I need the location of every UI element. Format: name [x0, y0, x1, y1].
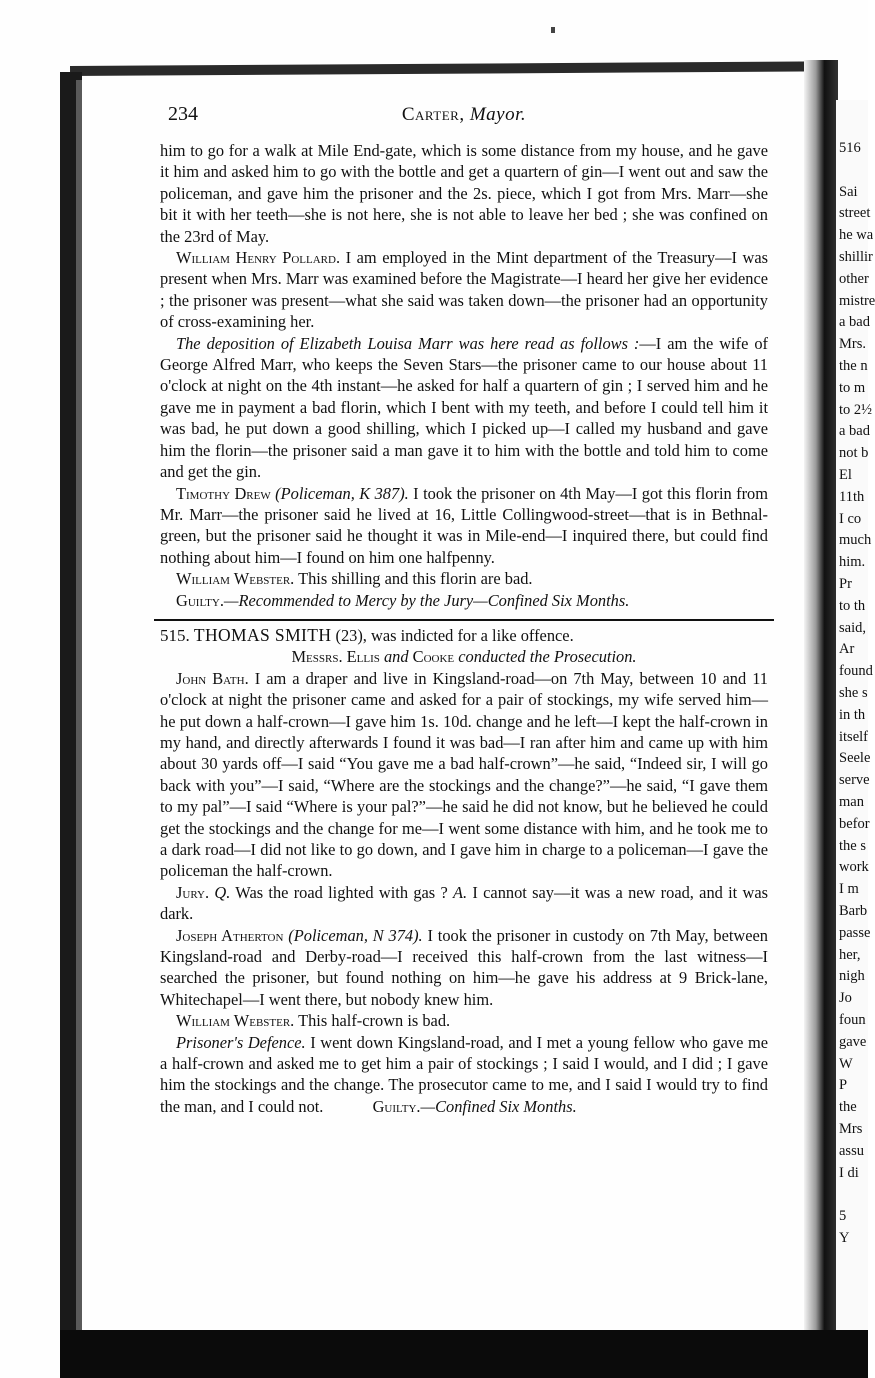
verdict: [160, 590, 768, 611]
adjacent-page-line: I co: [839, 510, 862, 527]
counsel-name: Cooke: [412, 647, 455, 667]
testimony-text: I took the prisoner in custody on 7th May, between Kingsland-road and Derby-road—I received this half-crown from the last witness—I searched the prisoner, but found nothing on him—he gave his address at 9 Brick-lane, Whitechapel—I went there, but nobody knew him.: [160, 925, 768, 1009]
adjacent-page-line: street: [839, 205, 871, 222]
deposition-text: —I am the wife of George Alfred Marr, who keeps the Seven Stars—the prisoner came to our house about 11 o'clock at night on the 4th instant—he asked for half a quartern of gin ; I served him and he gave me in payment a bad florin, which I bent with my teeth, and before I could tell him it was bad, he put down a good shilling, which I picked up—I called my husband and gave him the florin—the prisoner said a man gave it to him with the bottle and told him to come and get the gin.: [160, 333, 768, 482]
testimony-text: This half-crown is bad.: [294, 1011, 451, 1031]
case-divider: [154, 619, 774, 621]
adjacent-page-line: itself: [839, 728, 868, 745]
adjacent-page-line: serve: [839, 772, 870, 789]
adjacent-page-line: I di: [839, 1164, 859, 1181]
witness-name: John Bath.: [176, 668, 249, 688]
adjacent-page-line: Jo: [839, 990, 852, 1007]
testimony-text: I am employed in the Mint department of the Treasury—I was present when Mrs. Marr was examined before the Magistrate—I heard her give her evidence ; the prisoner was present—what she said was taken down—the prisoner had an opportunity of cross-examining her.: [160, 248, 768, 332]
adjacent-page-line: W: [839, 1055, 853, 1072]
testimony-text: I took the prisoner on 4th May—I got this florin from Mr. Marr—the prisoner said he lived at 16, Little Collingwood-street—that is in Bethnal-green, but the prisoner said he thought it was in Mile-end—I inquired there, but could find nothing about him—I found on him one halfpenny.: [160, 483, 768, 567]
witness-name: William Webster.: [176, 1011, 295, 1031]
adjacent-page-line: passe: [839, 924, 871, 941]
adjacent-page-line: to th: [839, 597, 866, 614]
deposition-intro: The deposition of Elizabeth Louisa Marr was here read as follows :: [176, 333, 640, 353]
testimony-text: I am a draper and live in Kingsland-road—on 7th May, between 10 and 11 o'clock at night the prisoner came and asked for a pair of stockings, my wife served him—he put down a half-crown—I gave him 1s. 10d. change and he left—I kept the half-crown in my hand, and directly afterwards I found it was bad—I ran after him and came up with him about 30 yards off—I said “You gave me a bad half-crown”—he said, “Indeed sir, I will go back with you”—I said, “Where are the stockings and the change?”—he said, “I gave them to my pal”—I said “Where is your pal?”—he said he did not know, but he believed he could get the stockings and the change for me—I went some distance with him, and he took me to a dark road—I did not like to go down, and I gave him in charge to a policeman—I gave the policeman the half-crown.: [160, 668, 768, 881]
adjacent-page-line: Y: [839, 1230, 850, 1246]
prisoner-defence: [160, 1032, 768, 1118]
question-marker: Q.: [209, 882, 231, 902]
adjacent-page-line: the s: [839, 837, 866, 854]
adjacent-page-line: shillir: [839, 249, 873, 265]
running-head-name: Carter,: [401, 104, 465, 125]
adjacent-page-line: to 2½: [839, 401, 873, 418]
defence-label: Prisoner's Defence.: [176, 1032, 306, 1052]
deposition-marr: [160, 333, 768, 483]
witness-name: Joseph Atherton: [176, 925, 284, 945]
adjacent-page-line: said,: [839, 619, 866, 636]
adjacent-page-line: 11th: [839, 488, 865, 505]
page-header: [160, 100, 768, 140]
adjacent-page-line: Barb: [839, 903, 868, 919]
case-number: 515.: [160, 625, 190, 645]
adjacent-page-line: Ar: [839, 641, 855, 658]
counsel-line: [160, 646, 768, 667]
running-head: [160, 104, 768, 125]
witness-role: (Policeman, N 374).: [283, 925, 423, 945]
adjacent-page-line: him.: [839, 554, 866, 571]
testimony-webster-2: [160, 1010, 768, 1031]
book-page: [160, 100, 768, 1300]
adjacent-page-line: I m: [839, 881, 859, 898]
verdict-label: Guilty.: [176, 590, 224, 610]
speck-mark: [551, 27, 555, 33]
case-heading: [160, 625, 768, 646]
witness-name: Timothy Drew: [176, 483, 271, 503]
adjacent-page-line: a bad: [839, 423, 870, 440]
question-text: Was the road lighted with gas ?: [230, 882, 454, 902]
witness-role: (Policeman, K 387).: [270, 483, 409, 503]
adjacent-page-line: Seele: [839, 750, 871, 767]
adjacent-page-line: Sai: [839, 183, 858, 200]
witness-name: William Webster.: [176, 569, 295, 589]
testimony-text: This shilling and this florin are bad.: [294, 569, 533, 589]
adjacent-page-line: her,: [839, 946, 861, 963]
adjacent-page-line: a bad: [839, 314, 870, 331]
adjacent-page-line: P: [839, 1077, 848, 1094]
adjacent-page-line: Mrs.: [839, 336, 866, 353]
testimony-bath: [160, 668, 768, 882]
adjacent-page-line: gave: [839, 1033, 867, 1050]
testimony-pollard: [160, 247, 768, 333]
adjacent-page-line: she s: [839, 685, 868, 701]
adjacent-page-line: other: [839, 270, 869, 287]
answer-marker: A.: [453, 882, 468, 902]
case-charge: (23), was indicted for a like offence.: [331, 625, 574, 645]
counsel-name: Messrs. Ellis: [291, 647, 380, 667]
counsel-text: conducted the Prosecution.: [454, 647, 637, 667]
adjacent-page-fragment: [836, 100, 875, 1330]
adjacent-page-line: much: [839, 532, 872, 549]
testimony-atherton: [160, 925, 768, 1011]
adjacent-page-line: to m: [839, 379, 866, 396]
adjacent-page-line: work: [839, 859, 869, 876]
page-number: 234: [168, 103, 198, 125]
verdict-label: Guilty.: [372, 1096, 421, 1116]
adjacent-page-line: assu: [839, 1142, 864, 1159]
adjacent-page-line: man: [839, 794, 864, 810]
testimony-drew: [160, 483, 768, 569]
answer-text: I cannot say—it was a new road, and it was dark.: [160, 882, 768, 924]
defence-text: I went down Kingsland-road, and I met a young fellow who gave me a half-crown and asked me to get him a pair of stockings ; I said I would, and I did ; I gave him the stockings and the change. The prosecutor came to me, and I said I would try to find the man, and I could not.: [160, 1032, 768, 1116]
witness-name: William Henry Pollard.: [176, 248, 341, 268]
running-head-title: Mayor.: [469, 104, 527, 125]
scan-bottom-band: [60, 1330, 868, 1378]
adjacent-page-line: El: [839, 467, 852, 483]
book-gutter: [804, 60, 838, 1350]
jury-question: [160, 882, 768, 925]
adjacent-page-line: the n: [839, 358, 868, 374]
adjacent-page-line: foun: [839, 1012, 866, 1028]
paragraph-text: him to go for a walk at Mile End-gate, which is some distance from my house, and he gave it him and asked him to go with the bottle and get a quartern of gin—I went out and saw the policeman, and gave him the prisoner and the 2s. piece, which I got from Mrs. Marr—she bit it with her teeth—she is not here, she is not able to leave her bed ; she was confined on the 23rd of May.: [160, 141, 768, 246]
adjacent-page-line: mistre: [839, 292, 875, 309]
verdict-text: —Recommended to Mercy by the Jury—Confined Six Months.: [223, 590, 630, 610]
jury-label: Jury.: [176, 882, 210, 902]
adjacent-page-line: Mrs: [839, 1121, 863, 1137]
adjacent-page-line: he wa: [839, 227, 874, 244]
binding-left-shadow: [76, 80, 82, 1330]
adjacent-page-line: nigh: [839, 968, 865, 985]
paragraph-continuation: [160, 140, 768, 247]
adjacent-page-line: the: [839, 1099, 857, 1116]
adjacent-page-line: not b: [839, 445, 869, 462]
testimony-webster: [160, 568, 768, 589]
adjacent-page-line: befor: [839, 815, 870, 832]
adjacent-page-line: Pr: [839, 576, 852, 592]
defendant-name: THOMAS SMITH: [193, 624, 332, 645]
adjacent-page-line: 516: [839, 140, 861, 156]
adjacent-page-line: found: [839, 663, 873, 680]
verdict-text: —Confined Six Months.: [420, 1096, 577, 1116]
adjacent-page-line: 5: [839, 1208, 847, 1225]
counsel-and: and: [379, 647, 413, 667]
adjacent-page-line: in th: [839, 706, 866, 723]
